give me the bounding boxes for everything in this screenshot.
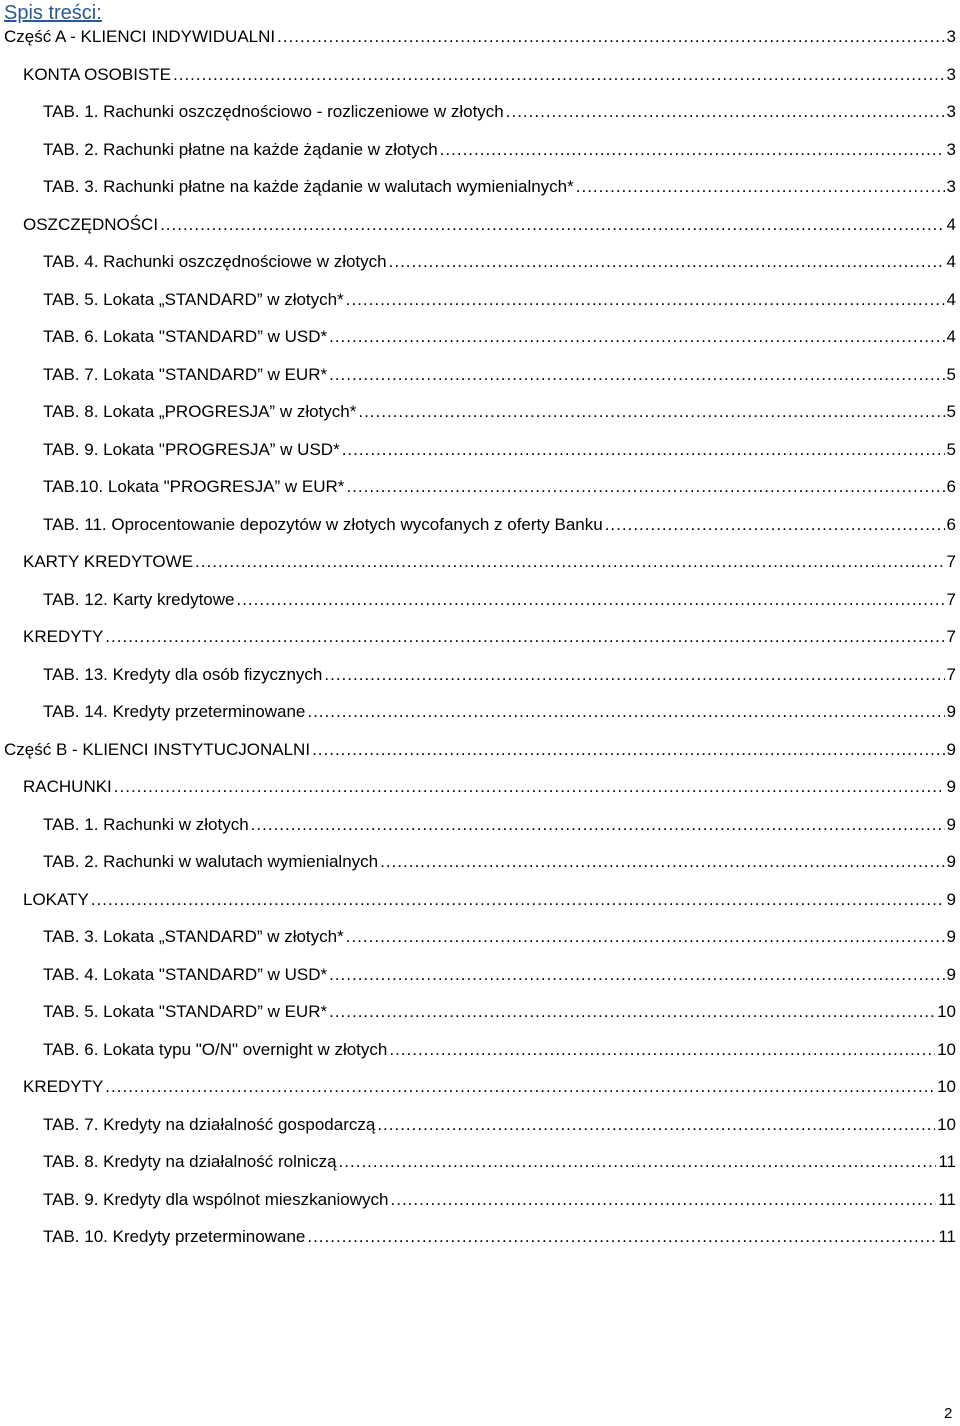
toc-entry-label: TAB. 2. Rachunki w walutach wymienialnych bbox=[43, 852, 379, 871]
toc-entry-page: 7 bbox=[946, 589, 956, 609]
toc-entry-page: 9 bbox=[946, 814, 956, 834]
toc-entry-label: TAB. 5. Lokata „STANDARD” w złotych* bbox=[43, 289, 344, 309]
toc-entry-page: 9 bbox=[946, 777, 956, 796]
toc-entry-page: 3 bbox=[946, 64, 956, 84]
toc-entry[interactable] bbox=[4, 22, 956, 52]
toc-leader-dots bbox=[105, 622, 944, 652]
toc-leader-dots bbox=[307, 697, 944, 727]
toc-leader-dots bbox=[346, 922, 945, 952]
toc-entry-page: 11 bbox=[938, 1189, 956, 1209]
toc-entry[interactable] bbox=[43, 360, 956, 390]
toc-entry-label: KONTA OSOBISTE bbox=[23, 64, 171, 84]
toc-entry-label: TAB. 4. Rachunki oszczędnościowe w złotych bbox=[43, 252, 387, 271]
toc-entry-label: TAB. 11. Oprocentowanie depozytów w złotych wycofanych z oferty Banku bbox=[43, 514, 603, 534]
toc-entry-page: 11 bbox=[938, 1227, 956, 1246]
toc-entry-label: TAB. 6. Lokata "STANDARD” w USD* bbox=[43, 327, 328, 346]
toc-entry-page: 10 bbox=[937, 1039, 956, 1059]
toc-entry[interactable] bbox=[43, 1185, 956, 1215]
page-number: 2 bbox=[944, 1405, 953, 1422]
toc-entry-label: Część A - KLIENCI INDYWIDUALNI bbox=[4, 27, 276, 46]
toc-leader-dots bbox=[277, 22, 944, 52]
toc-entry-page: 9 bbox=[946, 964, 956, 984]
toc-entry[interactable] bbox=[23, 1072, 956, 1102]
toc-entry-label: TAB. 7. Kredyty na działalność gospodarczą bbox=[43, 1114, 376, 1134]
toc-entry-page: 3 bbox=[946, 177, 956, 196]
toc-entry[interactable] bbox=[43, 1222, 956, 1252]
toc-entry[interactable] bbox=[43, 810, 956, 840]
toc-entry-label: KREDYTY bbox=[23, 1077, 104, 1096]
toc-leader-dots bbox=[324, 660, 944, 690]
toc-leader-dots bbox=[389, 247, 945, 277]
toc-entry-page: 10 bbox=[937, 1114, 956, 1134]
toc-leader-dots bbox=[160, 210, 944, 240]
toc-entry-label: TAB. 12. Karty kredytowe bbox=[43, 589, 235, 609]
toc-entry[interactable] bbox=[43, 922, 956, 952]
toc-leader-dots bbox=[377, 1110, 935, 1140]
toc-leader-dots bbox=[358, 397, 944, 427]
toc-entry[interactable] bbox=[23, 622, 956, 652]
toc-entry-label: KARTY KREDYTOWE bbox=[23, 552, 194, 571]
toc-entry-label: TAB. 14. Kredyty przeterminowane bbox=[43, 702, 306, 721]
toc-entry-page: 7 bbox=[946, 627, 956, 646]
toc-leader-dots bbox=[380, 847, 944, 877]
toc-entry[interactable] bbox=[4, 735, 956, 765]
toc-entry-page: 4 bbox=[946, 252, 956, 271]
toc-entry[interactable] bbox=[43, 1110, 956, 1140]
toc-entry-page: 9 bbox=[946, 927, 956, 946]
toc-entry-label: TAB. 4. Lokata "STANDARD” w USD* bbox=[43, 964, 328, 984]
toc-entry-page: 11 bbox=[938, 1152, 956, 1171]
toc-entry-page: 9 bbox=[946, 739, 956, 759]
toc-leader-dots bbox=[114, 772, 945, 802]
toc-entry-page: 4 bbox=[946, 289, 956, 309]
toc-entry-page: 6 bbox=[946, 514, 956, 534]
toc-leader-dots bbox=[506, 97, 945, 127]
toc-entry-label: LOKATY bbox=[23, 889, 89, 909]
toc-entry[interactable] bbox=[23, 210, 956, 240]
toc-leader-dots bbox=[312, 735, 944, 765]
toc-entry-label: TAB. 8. Kredyty na działalność rolniczą bbox=[43, 1152, 337, 1171]
toc-entry[interactable] bbox=[23, 772, 956, 802]
toc-entry-page: 9 bbox=[946, 889, 956, 909]
toc-entry-page: 3 bbox=[946, 139, 956, 159]
toc-entry[interactable] bbox=[43, 435, 956, 465]
toc-entry[interactable] bbox=[23, 60, 956, 90]
toc-leader-dots bbox=[105, 1072, 935, 1102]
toc-entry-label: TAB. 2. Rachunki płatne na każde żądanie w złotych bbox=[43, 139, 438, 159]
toc-entry-label: TAB. 9. Lokata "PROGRESJA” w USD* bbox=[43, 439, 340, 459]
toc-entry-label: TAB. 9. Kredyty dla wspólnot mieszkaniowych bbox=[43, 1189, 389, 1209]
toc-entry-label: TAB. 3. Lokata „STANDARD” w złotych* bbox=[43, 927, 344, 946]
toc-entry-page: 5 bbox=[946, 364, 956, 384]
toc-title: Spis treści: bbox=[4, 2, 102, 24]
toc-leader-dots bbox=[339, 1147, 937, 1177]
toc-entry[interactable] bbox=[43, 322, 956, 352]
toc-entry-label: TAB. 5. Lokata "STANDARD” w EUR* bbox=[43, 1002, 328, 1021]
toc-entry-label: TAB. 6. Lokata typu "O/N" overnight w złotych bbox=[43, 1039, 388, 1059]
toc-leader-dots bbox=[91, 885, 945, 915]
toc-entry-label: TAB. 8. Lokata „PROGRESJA” w złotych* bbox=[43, 402, 357, 421]
toc-entry[interactable] bbox=[43, 510, 956, 540]
toc-leader-dots bbox=[389, 1035, 935, 1065]
toc-leader-dots bbox=[440, 135, 945, 165]
toc-entry[interactable] bbox=[43, 847, 956, 877]
toc-entry-page: 4 bbox=[946, 327, 956, 346]
toc-entry[interactable] bbox=[43, 1035, 956, 1065]
toc-entry-page: 5 bbox=[946, 439, 956, 459]
toc-entry[interactable] bbox=[23, 547, 956, 577]
toc-entry-label: TAB.10. Lokata "PROGRESJA” w EUR* bbox=[43, 477, 345, 496]
toc-entry[interactable] bbox=[43, 97, 956, 127]
toc-leader-dots bbox=[195, 547, 944, 577]
toc-entry-page: 6 bbox=[946, 477, 956, 496]
toc-entry-label: TAB. 7. Lokata "STANDARD” w EUR* bbox=[43, 364, 328, 384]
toc-entry-page: 9 bbox=[946, 852, 956, 871]
toc-entry-page: 10 bbox=[937, 1077, 956, 1096]
toc-entry[interactable] bbox=[43, 172, 956, 202]
toc-entry[interactable] bbox=[43, 697, 956, 727]
toc-entry[interactable] bbox=[43, 285, 956, 315]
toc-entry-page: 3 bbox=[946, 27, 956, 46]
toc-entry-label: OSZCZĘDNOŚCI bbox=[23, 214, 159, 234]
toc-entry-page: 7 bbox=[946, 552, 956, 571]
toc-entry-page: 3 bbox=[946, 102, 956, 121]
toc-entry-page: 5 bbox=[946, 402, 956, 421]
toc-entry-page: 4 bbox=[946, 214, 956, 234]
toc-entry[interactable] bbox=[43, 135, 956, 165]
toc-entry-label: RACHUNKI bbox=[23, 777, 112, 796]
toc-leader-dots bbox=[307, 1222, 936, 1252]
toc-leader-dots bbox=[329, 360, 944, 390]
toc-leader-dots bbox=[329, 997, 935, 1027]
toc-entry[interactable] bbox=[43, 585, 956, 615]
toc-leader-dots bbox=[605, 510, 945, 540]
toc-leader-dots bbox=[329, 322, 944, 352]
toc-leader-dots bbox=[173, 60, 945, 90]
toc-entry[interactable] bbox=[43, 660, 956, 690]
toc-leader-dots bbox=[329, 960, 944, 990]
toc-entry[interactable] bbox=[43, 472, 956, 502]
toc-leader-dots bbox=[251, 810, 945, 840]
toc-entry-label: TAB. 13. Kredyty dla osób fizycznych bbox=[43, 664, 323, 684]
toc-leader-dots bbox=[342, 435, 945, 465]
toc-entry[interactable] bbox=[43, 1147, 956, 1177]
toc-entry-label: TAB. 1. Rachunki oszczędnościowo - rozliczeniowe w złotych bbox=[43, 102, 504, 121]
toc-entry[interactable] bbox=[43, 997, 956, 1027]
toc-leader-dots bbox=[236, 585, 944, 615]
toc-entry-label: Część B - KLIENCI INSTYTUCJONALNI bbox=[4, 739, 311, 759]
toc-entry[interactable] bbox=[43, 397, 956, 427]
toc-entry[interactable] bbox=[23, 885, 956, 915]
toc-leader-dots bbox=[346, 472, 944, 502]
toc-entry[interactable] bbox=[43, 247, 956, 277]
toc-entry-label: TAB. 10. Kredyty przeterminowane bbox=[43, 1227, 306, 1246]
toc-entry-page: 10 bbox=[937, 1002, 956, 1021]
toc-entry-label: TAB. 1. Rachunki w złotych bbox=[43, 814, 249, 834]
toc-leader-dots bbox=[576, 172, 945, 202]
toc-leader-dots bbox=[391, 1185, 937, 1215]
toc-entry-label: KREDYTY bbox=[23, 627, 104, 646]
toc-entry-label: TAB. 3. Rachunki płatne na każde żądanie w walutach wymienialnych* bbox=[43, 177, 574, 196]
toc-entry-page: 9 bbox=[946, 702, 956, 721]
toc-entry[interactable] bbox=[43, 960, 956, 990]
toc-leader-dots bbox=[346, 285, 945, 315]
toc-entry-page: 7 bbox=[946, 664, 956, 684]
